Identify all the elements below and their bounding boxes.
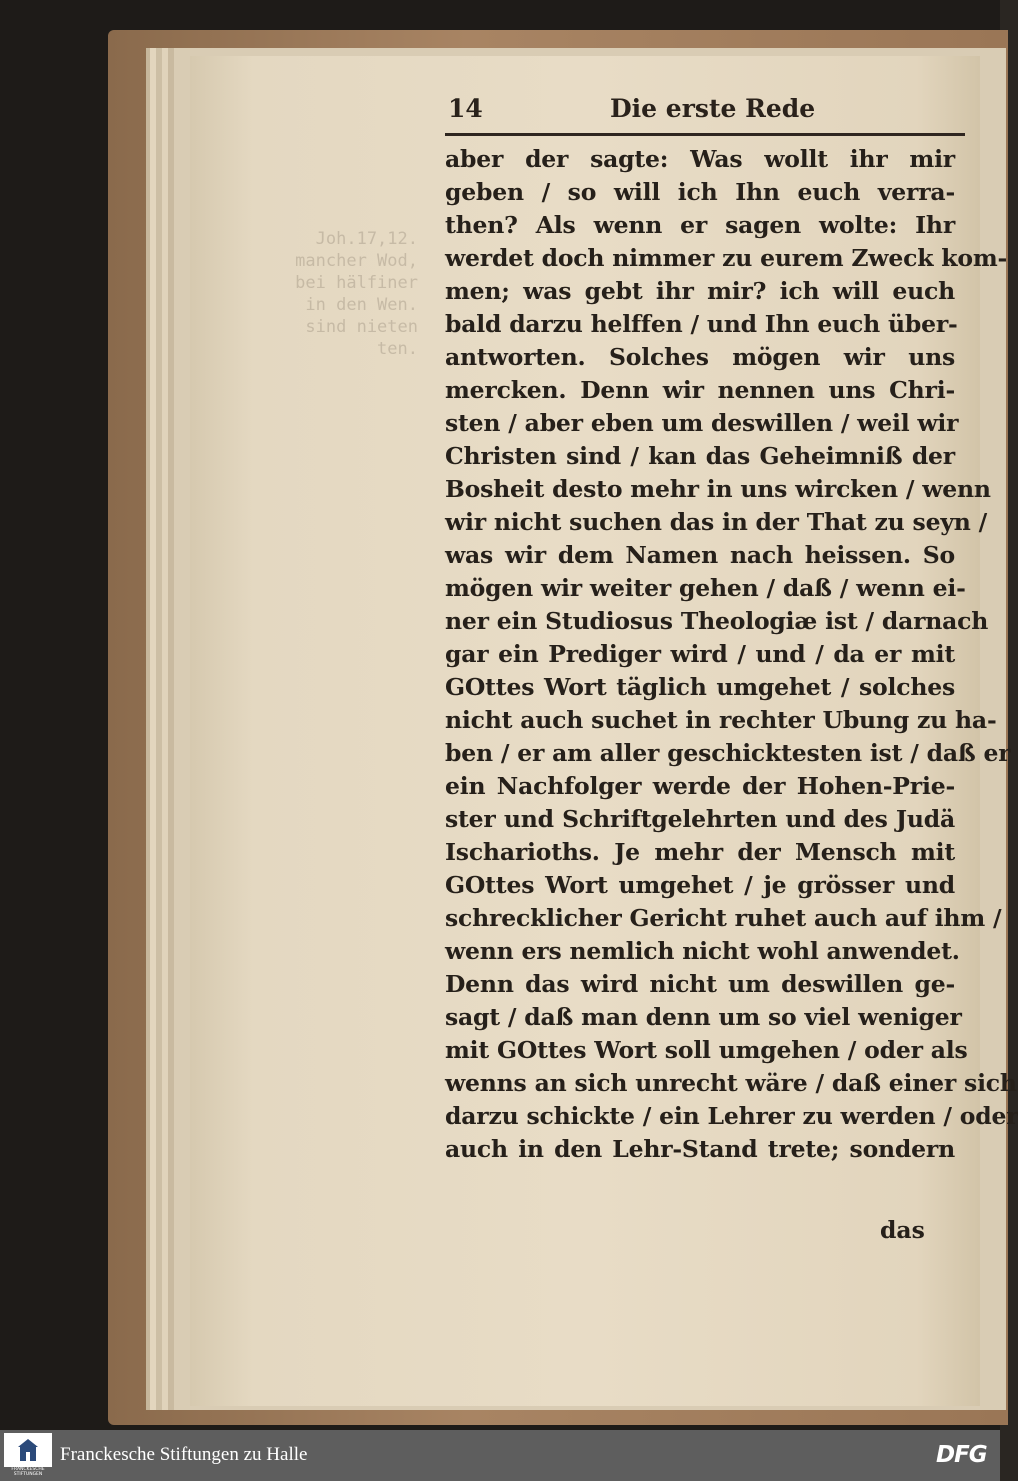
catchword: das <box>880 1216 925 1244</box>
running-head <box>445 90 955 130</box>
text-line: Denn das wird nicht um deswillen ge- <box>445 970 955 998</box>
text-line: antworten. Solches mögen wir uns <box>445 343 955 371</box>
text-line: mit GOttes Wort soll umgehen / oder als <box>445 1036 968 1064</box>
franckesche-logo <box>4 1433 52 1478</box>
text-line: sagt / daß man denn um so viel weniger <box>445 1003 962 1031</box>
dfg-logo: DFG <box>936 1442 987 1468</box>
header-rule <box>445 133 965 136</box>
text-line: GOttes Wort umgehet / je grösser und <box>445 871 955 899</box>
text-line: men; was gebt ihr mir? ich will euch <box>445 277 955 305</box>
text-line: nicht auch suchet in rechter Ubung zu ha- <box>445 706 997 734</box>
text-line: werdet doch nimmer zu eurem Zweck kom- <box>445 244 1008 272</box>
orphanage-building-icon <box>4 1433 52 1467</box>
text-line: wenn ers nemlich nicht wohl anwendet. <box>445 937 960 965</box>
text-line: sten / aber eben um deswillen / weil wir <box>445 409 959 437</box>
show-through-text: Joh.17,12. mancher Wod, bei hälfiner in den Wen. sind nieten ten. <box>295 229 418 359</box>
text-line: Ischarioths. Je mehr der Mensch mit <box>445 838 955 866</box>
text-line: geben / so will ich Ihn euch verra- <box>445 178 955 206</box>
text-line: darzu schickte / ein Lehrer zu werden / oder <box>445 1102 1018 1130</box>
text-line: Bosheit desto mehr in uns wircken / wenn <box>445 475 991 503</box>
institution-name: Franckesche Stiftungen zu Halle <box>60 1444 308 1465</box>
text-line: GOttes Wort täglich umgehet / solches <box>445 673 955 701</box>
text-line: ben / er am aller geschicktesten ist / daß er <box>445 739 1011 767</box>
body-text <box>445 143 1018 1166</box>
text-line: wir nicht suchen das in der That zu seyn / <box>445 508 988 536</box>
text-line: ster und Schriftgelehrten und des Judä <box>445 805 955 833</box>
text-line: was wir dem Namen nach heissen. So <box>445 541 955 569</box>
text-line: aber der sagte: Was wollt ihr mir <box>445 145 955 173</box>
text-line: mercken. Denn wir nennen uns Chri- <box>445 376 955 404</box>
running-title: Die erste Rede <box>610 94 816 123</box>
text-line: Christen sind / kan das Geheimniß der <box>445 442 955 470</box>
page-number: 14 <box>448 94 483 123</box>
text-line: schrecklicher Gericht ruhet auch auf ihm / <box>445 904 1002 932</box>
viewer-footer <box>0 1430 1000 1481</box>
text-line: ner ein Studiosus Theologiæ ist / darnach <box>445 607 989 635</box>
text-line: auch in den Lehr-Stand trete; sondern <box>445 1135 955 1163</box>
text-line: ein Nachfolger werde der Hohen-Prie- <box>445 772 955 800</box>
text-line: mögen wir weiter gehen / daß / wenn ei- <box>445 574 966 602</box>
text-line: bald darzu helffen / und Ihn euch über- <box>445 310 958 338</box>
text-line: gar ein Prediger wird / und / da er mit <box>445 640 955 668</box>
text-line: then? Als wenn er sagen wolte: Ihr <box>445 211 955 239</box>
text-line: wenns an sich unrecht wäre / daß einer sich <box>445 1069 1017 1097</box>
logo-label: FRANCKESCHE STIFTUNGEN <box>11 1467 45 1477</box>
